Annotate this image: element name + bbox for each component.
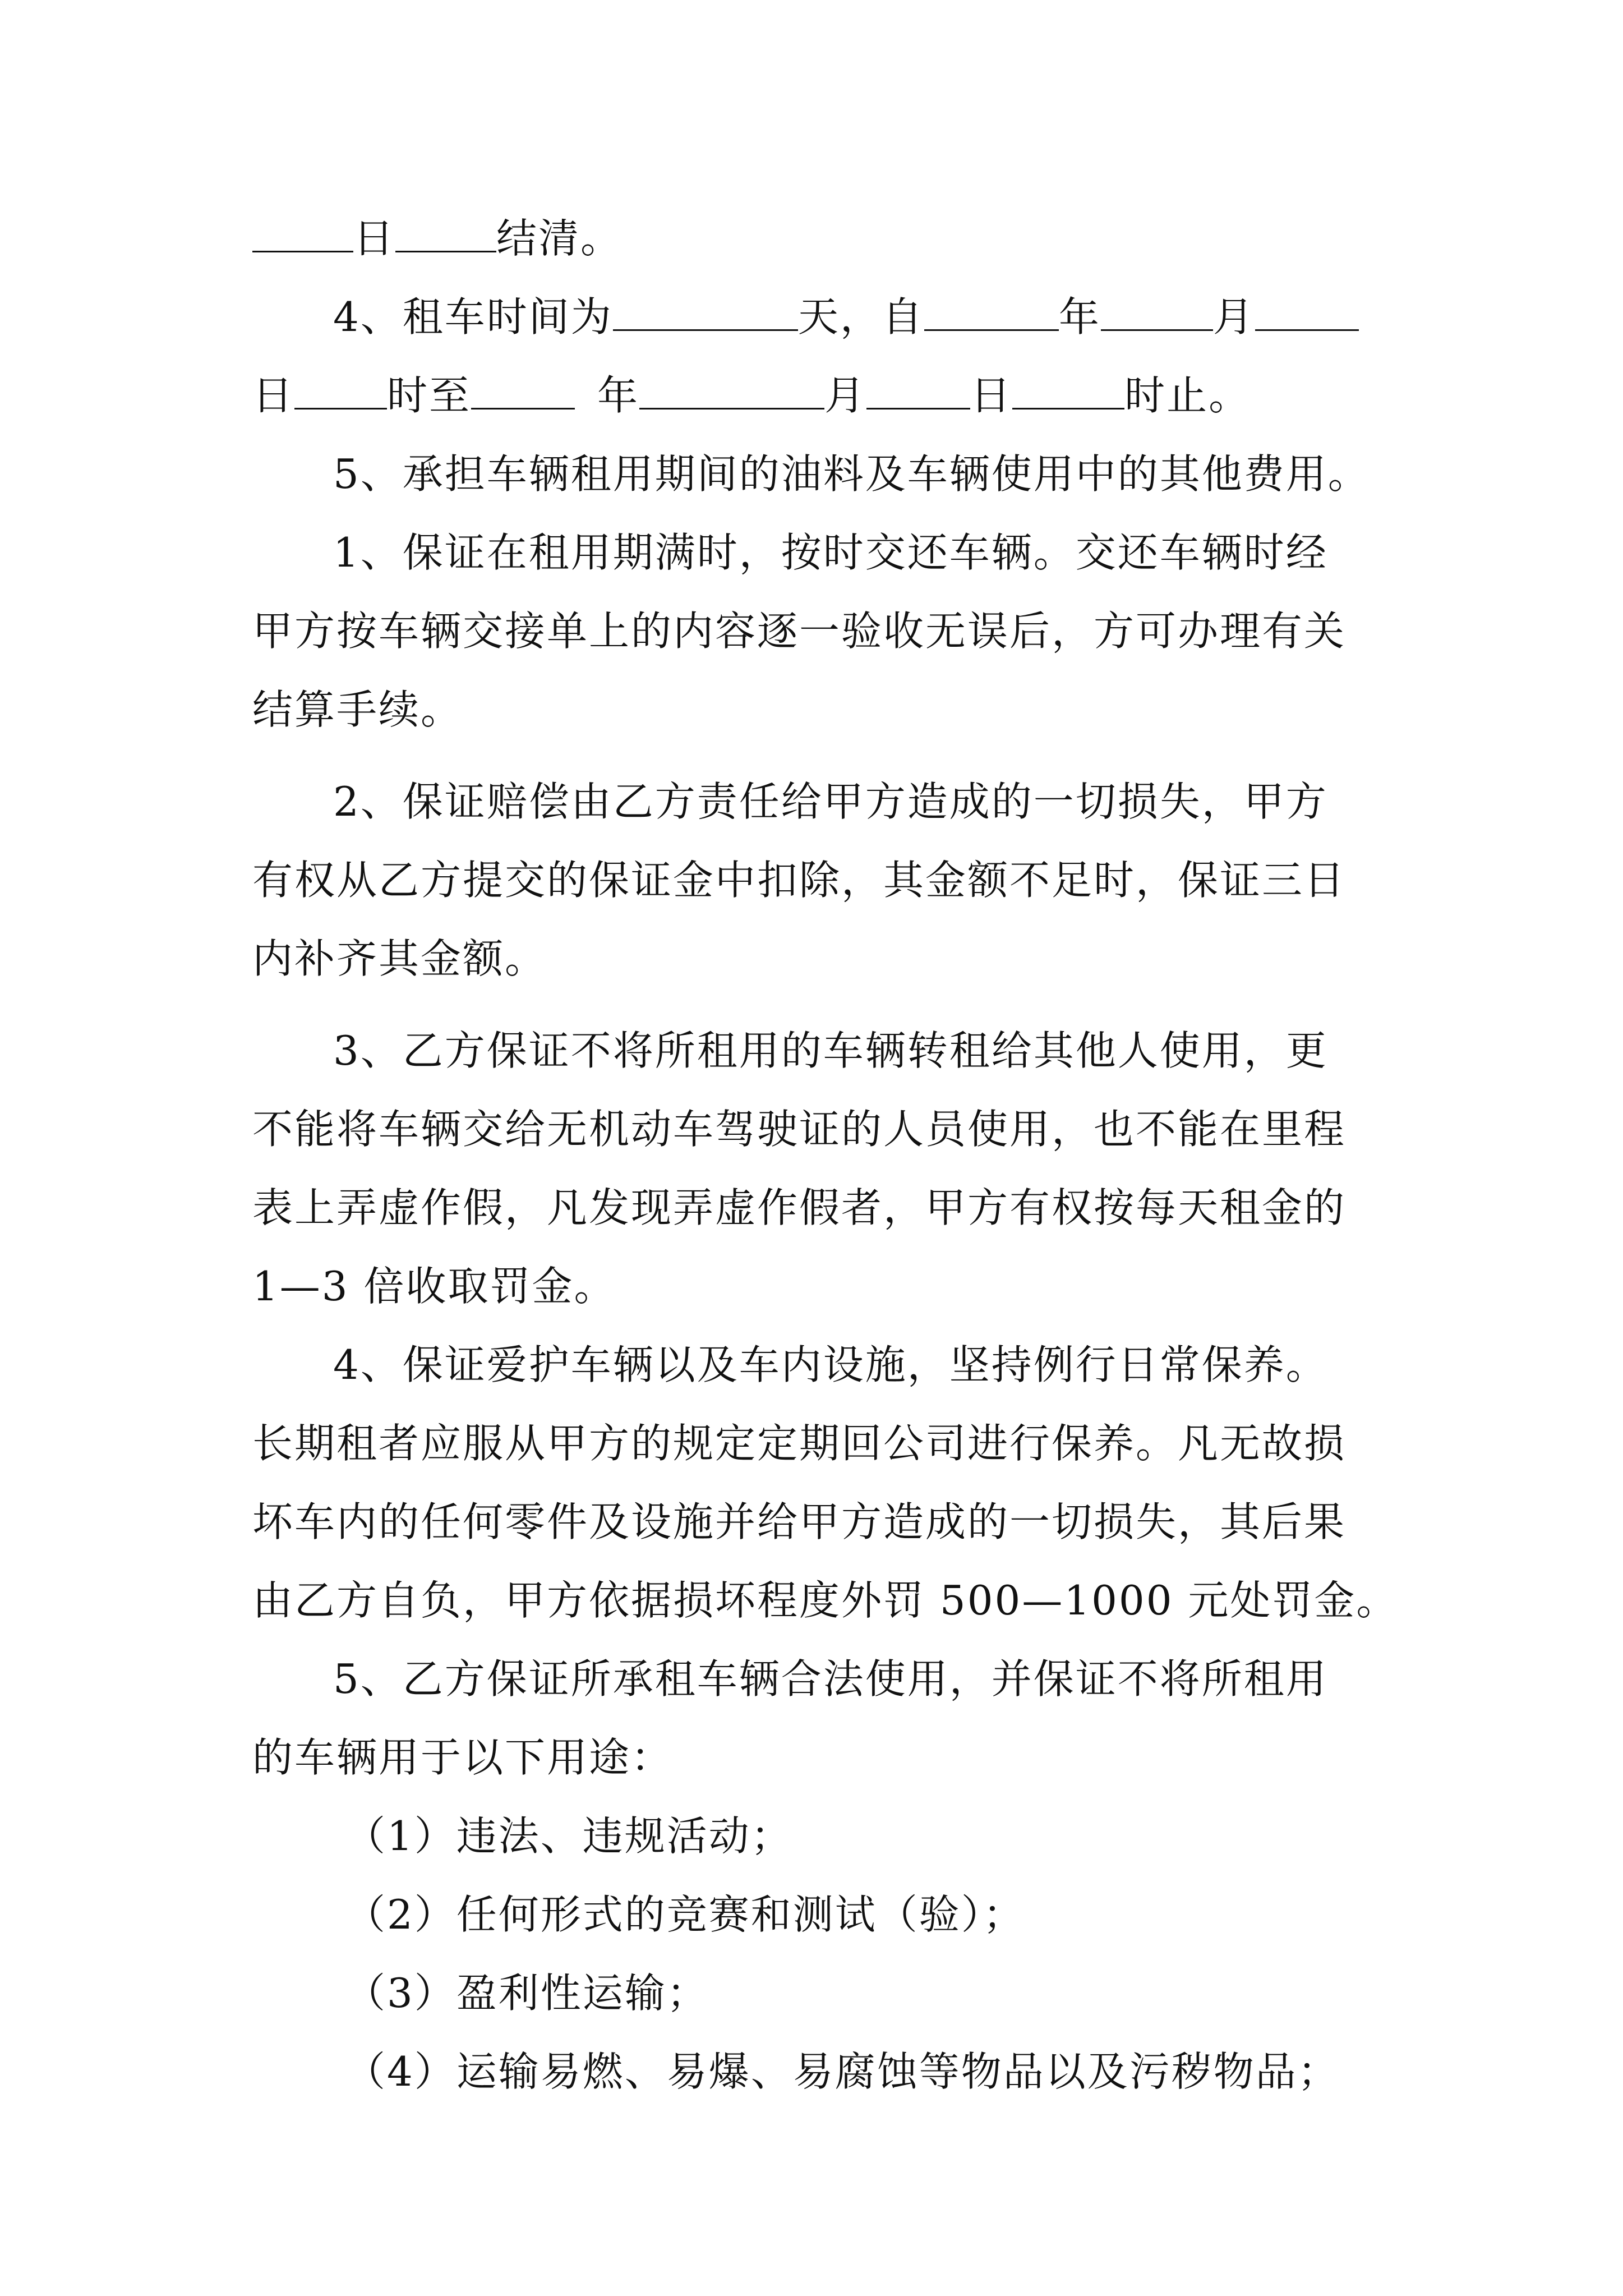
contract-page — [252, 199, 1399, 2111]
end-year-label: 年 — [597, 372, 640, 419]
obligation-1: 1、保证在租用期满时，按时交还车辆。交还车辆时经 甲方按车辆交接单上的内容逐一验收无误后，方可办理有关 结算手续。 — [252, 529, 1347, 733]
start-month-label: 月 — [1212, 293, 1255, 341]
settle-day-label: 日 — [353, 215, 396, 262]
blank-field[interactable] — [294, 363, 387, 409]
blank-field[interactable] — [1101, 284, 1213, 331]
settlement-line — [252, 199, 1380, 278]
settle-text: 结清。 — [496, 215, 623, 262]
blank-field[interactable] — [639, 363, 824, 409]
prohibited-use-1: （1）违法、违规活动； — [345, 1812, 793, 1860]
end-month-label: 月 — [824, 372, 867, 419]
blank-field[interactable] — [395, 206, 496, 252]
obligation-4: 4、保证爱护车辆以及车内设施，坚持例行日常保养。 长期租者应服从甲方的规定定期回公司进行保养。凡无故损 坏车内的任何零件及设施并给甲方造成的一切损失，其后果 由乙方自负，甲方依据损坏程度外罚 500—1000 元处罚金。 — [252, 1341, 1399, 1624]
blank-field[interactable] — [866, 363, 970, 409]
end-day-label: 日 — [970, 372, 1013, 419]
prohibited-use-3: （3）盈利性运输； — [345, 1970, 709, 2017]
end-hour-label: 时止。 — [1124, 372, 1251, 419]
start-hour-label: 时至 — [387, 372, 472, 419]
rental-period-lead: 4、租车时间为 — [333, 293, 613, 341]
obligation-2: 2、保证赔偿由乙方责任给甲方造成的一切损失，甲方 有权从乙方提交的保证金中扣除，其金额不足时，保证三日 内补齐其金额。 — [252, 778, 1347, 982]
fuel-cost-clause: 5、承担车辆租用期间的油料及车辆使用中的其他费用。 — [333, 450, 1370, 498]
rental-period-clause — [252, 278, 1380, 356]
blank-field[interactable] — [471, 363, 575, 409]
blank-field[interactable] — [924, 284, 1059, 331]
obligation-3: 3、乙方保证不将所租用的车辆转租给其他人使用，更 不能将车辆交给无机动车驾驶证的人员使用，也不能在里程 表上弄虚作假，凡发现弄虚作假者，甲方有权按每天租金的 1—3 倍收取罚金。 — [252, 1027, 1347, 1310]
blank-field[interactable] — [1012, 363, 1124, 409]
rental-period-clause-cont — [252, 356, 1380, 435]
rental-days-label: 天，自 — [797, 293, 924, 341]
start-day-label: 日 — [252, 372, 295, 419]
blank-field[interactable] — [1255, 284, 1359, 331]
prohibited-use-4: （4）运输易燃、易爆、易腐蚀等物品以及污秽物品； — [345, 2048, 1340, 2095]
obligation-5: 5、乙方保证所承租车辆合法使用，并保证不将所租用 的车辆用于以下用途： — [252, 1655, 1328, 1781]
prohibited-use-2: （2）任何形式的竞赛和测试（验）； — [345, 1891, 1025, 1938]
start-year-label: 年 — [1058, 293, 1101, 341]
blank-field[interactable] — [252, 206, 353, 252]
blank-field[interactable] — [613, 284, 798, 331]
